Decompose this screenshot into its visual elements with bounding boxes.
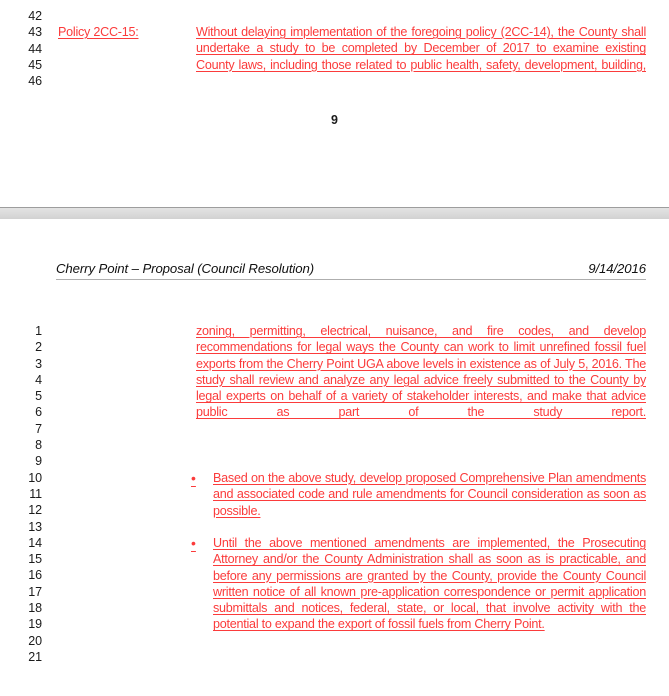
line-number: 43 [28, 25, 42, 40]
line-number: 4 [35, 372, 42, 387]
line-number: 18 [28, 601, 42, 616]
line-row [0, 584, 42, 600]
line-number: 14 [28, 535, 42, 550]
line-row [0, 486, 42, 502]
line-row [0, 356, 42, 372]
line-number-column-top [0, 8, 42, 89]
line-number: 13 [28, 519, 42, 534]
line-number: 16 [28, 568, 42, 583]
line-number: 20 [28, 633, 42, 648]
bullet-item-text: Based on the above study, develop proposed Comprehensive Plan amendments and associated code and rule amendments for Council consideration as soon as possible. [213, 471, 646, 518]
line-row [0, 73, 42, 89]
line-number: 5 [35, 389, 42, 404]
header-date: 9/14/2016 [588, 261, 646, 276]
line-row [0, 421, 42, 437]
bullet-list-item [190, 535, 646, 633]
line-row [0, 519, 42, 535]
line-row [0, 616, 42, 632]
line-row [0, 8, 42, 24]
bullet-list-item [190, 470, 646, 519]
bullet-point-icon: • [191, 535, 196, 551]
line-row [0, 551, 42, 567]
line-number: 15 [28, 552, 42, 567]
header-title: Cherry Point – Proposal (Council Resolution) [56, 261, 315, 276]
line-number-column-bottom [0, 323, 42, 665]
line-number: 2 [35, 340, 42, 355]
continued-paragraph: zoning, permitting, electrical, nuisance, and fire codes, and develop recommendations for legal ways the County can work to limit unrefined fossil fuel exports from the Cherry Point UGA above levels in existence as of July 5, 2016. The study shall review and analyze any legal advice freely submitted to the County by legal experts on behalf of a variety of stakeholder interests, and make that advice public as part of the study report. [196, 324, 646, 420]
line-row [0, 567, 42, 583]
page-number: 9 [331, 113, 338, 127]
page-break-separator [0, 207, 669, 219]
line-row [0, 633, 42, 649]
line-row [0, 388, 42, 404]
line-row [0, 372, 42, 388]
line-number: 42 [28, 9, 42, 23]
bullet-item-text: Until the above mentioned amendments are implemented, the Prosecuting Attorney and/or the County Administration shall as soon as is practicable, and before any permissions are granted by the County, provide the County Council written notice of all known pre-application correspondence or permit application submittals and notices, federal, state, or local, that involve activity with the potential to expand the export of fossil fuels from Cherry Point. [213, 536, 646, 632]
line-row [0, 437, 42, 453]
line-row [0, 57, 42, 73]
line-number: 11 [29, 486, 42, 501]
line-row [0, 535, 42, 551]
line-row [0, 470, 42, 486]
line-row [0, 24, 42, 40]
line-number: 9 [35, 454, 42, 469]
line-number: 46 [28, 74, 42, 89]
line-number: 44 [28, 41, 42, 56]
line-row [0, 600, 42, 616]
line-row [0, 502, 42, 518]
line-number: 12 [28, 503, 42, 518]
line-row [0, 404, 42, 420]
line-row [0, 339, 42, 355]
document-page-bottom [0, 219, 669, 696]
line-row [0, 649, 42, 665]
line-number: 8 [35, 438, 42, 453]
line-number: 10 [28, 470, 42, 485]
line-number: 6 [35, 405, 42, 420]
line-row [0, 323, 42, 339]
policy-body-text: Without delaying implementation of the foregoing policy (2CC-14), the County shall undertake a study to be completed by December of 2017 to examine existing County laws, including those related to public health, safety, development, building, [196, 25, 646, 72]
bullet-point-icon: • [191, 470, 196, 486]
running-header [56, 261, 646, 280]
line-row [0, 453, 42, 469]
line-number: 17 [28, 584, 42, 599]
line-number: 3 [35, 356, 42, 371]
line-row [0, 41, 42, 57]
policy-label: Policy 2CC-15: [58, 25, 139, 39]
line-number: 21 [28, 649, 42, 664]
line-number: 7 [35, 421, 42, 436]
line-number: 19 [28, 617, 42, 632]
document-page-top [0, 0, 669, 207]
line-number: 45 [28, 57, 42, 72]
line-number: 1 [35, 324, 42, 338]
